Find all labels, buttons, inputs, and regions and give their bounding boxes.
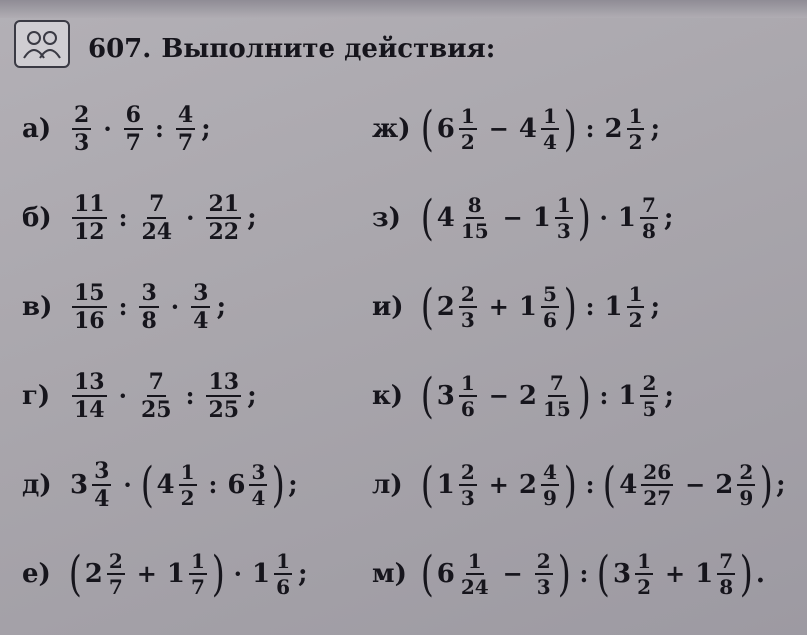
operator: + xyxy=(665,559,686,588)
item-label: е) xyxy=(22,558,51,589)
fraction xyxy=(627,103,645,154)
exercise-item xyxy=(372,262,802,351)
numerator: 1 xyxy=(276,548,290,573)
previous-page-bleed xyxy=(0,0,807,18)
whole-part: 2 xyxy=(84,558,103,589)
numerator: 2 xyxy=(460,281,475,306)
whole-part: 3 xyxy=(613,558,632,589)
exercise-item xyxy=(22,440,412,529)
parenthesis: ) xyxy=(211,545,225,602)
numerator: 1 xyxy=(628,103,643,128)
whole-part: 6 xyxy=(436,113,455,144)
numerator: 7 xyxy=(149,190,165,217)
item-label: и) xyxy=(372,291,404,322)
exercise-item xyxy=(372,84,802,173)
numerator: 2 xyxy=(74,101,90,128)
operator: − xyxy=(488,114,509,143)
numerator: 6 xyxy=(125,101,141,128)
whole-part: 3 xyxy=(70,469,89,500)
numerator: 2 xyxy=(536,548,551,573)
item-label: л) xyxy=(372,469,403,500)
fraction xyxy=(459,548,491,599)
operator: + xyxy=(488,470,509,499)
exercise-item xyxy=(372,173,802,262)
denominator: 4 xyxy=(542,129,557,154)
fraction xyxy=(717,548,735,599)
operator: − xyxy=(488,381,509,410)
exercise-item xyxy=(22,84,412,173)
operator: · xyxy=(118,381,127,410)
fraction xyxy=(139,190,174,245)
exercise-item xyxy=(22,173,412,262)
item-label: а) xyxy=(22,113,52,144)
numerator: 13 xyxy=(208,368,240,395)
whole-part: 1 xyxy=(518,291,537,322)
operator: : xyxy=(208,470,218,499)
numerator: 2 xyxy=(642,370,657,395)
exercise-number: 607. xyxy=(88,34,152,64)
item-label: г) xyxy=(22,380,51,411)
parenthesis: ) xyxy=(577,367,591,424)
fraction xyxy=(72,368,107,423)
numerator: 11 xyxy=(74,190,105,217)
item-label: ж) xyxy=(372,113,411,144)
numerator: 1 xyxy=(190,548,205,573)
parenthesis: ( xyxy=(68,545,82,602)
item-label: д) xyxy=(22,469,52,500)
fraction xyxy=(107,548,125,599)
fraction xyxy=(641,459,673,510)
denominator: 25 xyxy=(140,396,172,423)
parenthesis: ( xyxy=(140,456,154,513)
numerator: 5 xyxy=(542,281,557,306)
fraction xyxy=(541,370,573,421)
denominator: 6 xyxy=(276,574,290,599)
parenthesis: ( xyxy=(420,456,434,513)
operator: · xyxy=(170,292,180,321)
denominator: 7 xyxy=(125,129,141,156)
item-label: в) xyxy=(22,291,53,322)
whole-part: 1 xyxy=(436,469,455,500)
exercise-title: Выполните действия: xyxy=(161,34,496,64)
denominator: 3 xyxy=(460,307,475,332)
exercise-item xyxy=(22,351,412,440)
whole-part: 1 xyxy=(532,202,551,233)
whole-part: 2 xyxy=(604,113,623,144)
fraction xyxy=(249,459,267,510)
numerator: 13 xyxy=(74,368,105,395)
denominator: 24 xyxy=(460,574,489,599)
denominator: 7 xyxy=(190,574,205,599)
denominator: 14 xyxy=(74,396,105,423)
exercise-heading xyxy=(88,34,495,64)
whole-part: 2 xyxy=(518,469,537,500)
denominator: 12 xyxy=(74,218,105,245)
denominator: 2 xyxy=(628,129,643,154)
fraction xyxy=(124,101,143,156)
denominator: 2 xyxy=(180,485,195,510)
fraction xyxy=(189,548,207,599)
numerator: 3 xyxy=(251,459,266,484)
denominator: 2 xyxy=(637,574,652,599)
numerator: 1 xyxy=(467,548,482,573)
fraction xyxy=(627,281,645,332)
fraction xyxy=(541,459,559,510)
fraction xyxy=(92,457,111,512)
operator: : xyxy=(585,114,595,143)
denominator: 16 xyxy=(74,307,105,334)
operator: · xyxy=(103,114,112,143)
fraction xyxy=(459,459,477,510)
punctuation: ; xyxy=(247,202,257,233)
numerator: 7 xyxy=(148,368,164,395)
fraction xyxy=(206,368,241,423)
operator: : xyxy=(585,470,595,499)
punctuation: ; xyxy=(776,469,786,500)
operator: · xyxy=(186,203,195,232)
operator: : xyxy=(585,292,595,321)
numerator: 2 xyxy=(739,459,754,484)
item-label: з) xyxy=(372,202,401,233)
numerator: 21 xyxy=(208,190,240,217)
punctuation: ; xyxy=(297,558,308,589)
parenthesis: ) xyxy=(557,545,571,602)
exercise-item xyxy=(372,351,802,440)
whole-part: 4 xyxy=(156,469,175,500)
whole-part: 2 xyxy=(518,380,537,411)
denominator: 25 xyxy=(208,396,240,423)
whole-part: 3 xyxy=(436,380,455,411)
parenthesis: ( xyxy=(420,100,434,157)
operator: : xyxy=(599,381,609,410)
parenthesis: ) xyxy=(577,189,591,246)
fraction xyxy=(176,101,195,156)
parenthesis: ) xyxy=(272,456,286,513)
denominator: 9 xyxy=(739,485,754,510)
fraction xyxy=(459,281,477,332)
denominator: 3 xyxy=(556,218,571,243)
fraction xyxy=(139,279,158,334)
exercise-item xyxy=(22,529,412,618)
whole-part: 4 xyxy=(518,113,537,144)
numerator: 8 xyxy=(467,192,482,217)
parenthesis: ) xyxy=(760,456,774,513)
parenthesis: ( xyxy=(603,456,617,513)
whole-part: 1 xyxy=(695,558,714,589)
punctuation: ; xyxy=(663,202,674,233)
denominator: 8 xyxy=(719,574,734,599)
operator: · xyxy=(599,203,608,232)
punctuation: ; xyxy=(650,113,661,144)
fraction xyxy=(535,548,553,599)
parenthesis: ) xyxy=(563,278,577,335)
fraction xyxy=(206,190,241,245)
whole-part: 1 xyxy=(166,558,185,589)
punctuation: ; xyxy=(216,291,227,322)
denominator: 2 xyxy=(460,129,475,154)
numerator: 2 xyxy=(460,459,475,484)
operator: : xyxy=(154,114,164,143)
numerator: 1 xyxy=(460,370,475,395)
whole-part: 4 xyxy=(619,469,638,500)
fraction xyxy=(640,192,658,243)
operator: − xyxy=(685,470,706,499)
item-label: б) xyxy=(22,202,52,233)
denominator: 6 xyxy=(542,307,557,332)
whole-part: 1 xyxy=(618,380,637,411)
numerator: 1 xyxy=(542,103,557,128)
denominator: 8 xyxy=(641,218,656,243)
punctuation: . xyxy=(755,558,765,589)
whole-part: 1 xyxy=(617,202,636,233)
fraction xyxy=(459,192,491,243)
numerator: 1 xyxy=(460,103,475,128)
operator: : xyxy=(118,292,128,321)
fraction xyxy=(139,368,174,423)
whole-part: 1 xyxy=(604,291,623,322)
fraction xyxy=(72,190,107,245)
numerator: 15 xyxy=(74,279,105,306)
fraction xyxy=(459,370,477,421)
exercise-item xyxy=(372,529,802,618)
numerator: 1 xyxy=(556,192,571,217)
denominator: 3 xyxy=(74,129,90,156)
numerator: 7 xyxy=(641,192,656,217)
denominator: 2 xyxy=(628,307,643,332)
fraction xyxy=(737,459,755,510)
numerator: 3 xyxy=(141,279,157,306)
denominator: 24 xyxy=(141,218,173,245)
numerator: 1 xyxy=(637,548,652,573)
denominator: 5 xyxy=(642,396,657,421)
group-work-icon xyxy=(14,20,70,68)
punctuation: ; xyxy=(650,291,661,322)
numerator: 7 xyxy=(719,548,734,573)
denominator: 7 xyxy=(108,574,123,599)
punctuation: ; xyxy=(201,113,211,144)
denominator: 27 xyxy=(643,485,672,510)
fraction xyxy=(179,459,197,510)
denominator: 6 xyxy=(460,396,475,421)
punctuation: ; xyxy=(247,380,257,411)
parenthesis: ( xyxy=(597,545,611,602)
punctuation: ; xyxy=(288,469,298,500)
whole-part: 6 xyxy=(436,558,455,589)
denominator: 8 xyxy=(141,307,157,334)
denominator: 7 xyxy=(177,129,194,156)
item-label: к) xyxy=(372,380,404,411)
operator: · xyxy=(233,559,242,588)
denominator: 4 xyxy=(251,485,266,510)
fraction xyxy=(72,101,91,156)
denominator: 4 xyxy=(94,485,110,512)
whole-part: 6 xyxy=(227,469,246,500)
fraction xyxy=(555,192,573,243)
numerator: 7 xyxy=(549,370,564,395)
parenthesis: ( xyxy=(420,367,434,424)
whole-part: 4 xyxy=(436,202,455,233)
fraction xyxy=(72,279,107,334)
denominator: 15 xyxy=(460,218,489,243)
denominator: 22 xyxy=(208,218,240,245)
numerator: 3 xyxy=(94,457,110,484)
denominator: 9 xyxy=(542,485,557,510)
fraction xyxy=(635,548,653,599)
parenthesis: ) xyxy=(563,100,577,157)
fraction xyxy=(191,279,210,334)
denominator: 15 xyxy=(542,396,571,421)
operator: + xyxy=(488,292,509,321)
numerator: 3 xyxy=(193,279,209,306)
operator: + xyxy=(136,559,157,588)
parenthesis: ) xyxy=(563,456,577,513)
operator: · xyxy=(123,470,132,499)
operator: : xyxy=(185,381,195,410)
parenthesis: ( xyxy=(420,545,434,602)
denominator: 4 xyxy=(193,307,209,334)
numerator: 26 xyxy=(643,459,672,484)
parenthesis: ( xyxy=(420,189,434,246)
numerator: 4 xyxy=(542,459,557,484)
punctuation: ; xyxy=(664,380,675,411)
fraction xyxy=(541,103,559,154)
denominator: 3 xyxy=(460,485,475,510)
numerator: 2 xyxy=(108,548,123,573)
numerator: 1 xyxy=(628,281,643,306)
parenthesis: ( xyxy=(420,278,434,335)
whole-part: 1 xyxy=(251,558,271,589)
operator: : xyxy=(118,203,128,232)
parenthesis: ) xyxy=(739,545,754,602)
fraction xyxy=(640,370,658,421)
numerator: 1 xyxy=(180,459,195,484)
exercise-item xyxy=(372,440,802,529)
denominator: 3 xyxy=(536,574,551,599)
fraction xyxy=(541,281,559,332)
operator: : xyxy=(579,559,589,588)
whole-part: 2 xyxy=(715,469,734,500)
whole-part: 2 xyxy=(436,291,455,322)
right-column xyxy=(372,84,802,618)
fraction xyxy=(274,548,292,599)
operator: − xyxy=(502,559,523,588)
fraction xyxy=(459,103,477,154)
item-label: м) xyxy=(372,558,407,589)
operator: − xyxy=(502,203,523,232)
numerator: 4 xyxy=(177,101,194,128)
left-column xyxy=(22,84,412,618)
exercise-item xyxy=(22,262,412,351)
